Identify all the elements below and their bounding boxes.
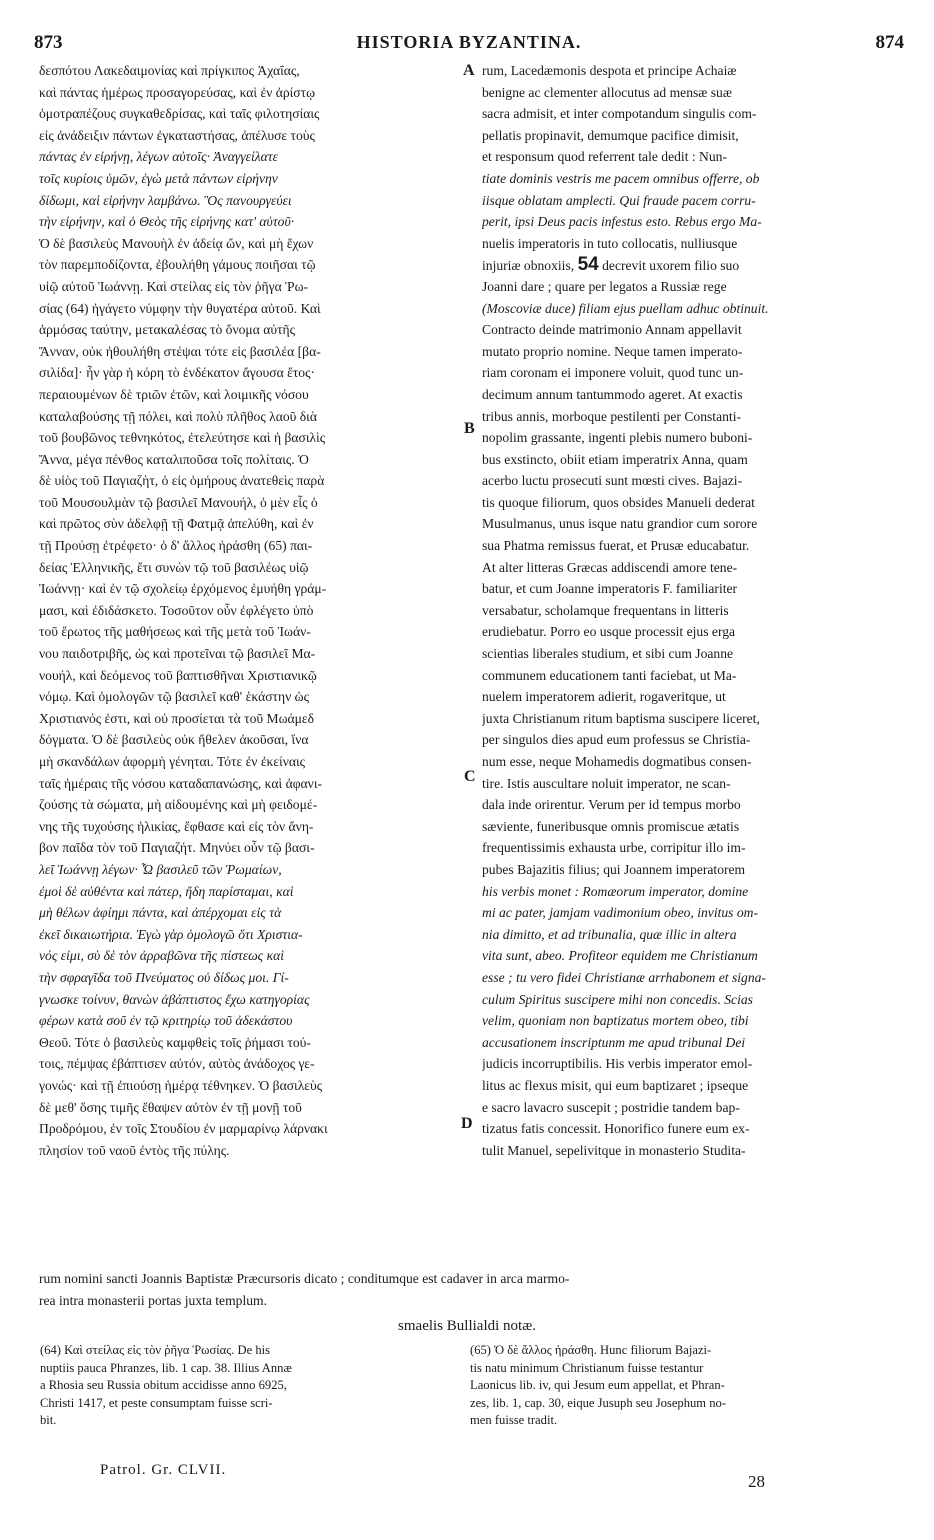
greek-line: δὲ υἱὸς τοῦ Παγιαζὴτ, ὁ εἰς ὁμήρους ἀνατεθεὶς παρὰ: [39, 473, 325, 489]
latin-text-column: [482, 60, 900, 1264]
latin-line-text: iisque oblatam amplecti. Qui fraude pacem corru-: [482, 192, 756, 208]
latin-line: [482, 211, 900, 233]
latin-line: [482, 254, 900, 276]
greek-line: τοῦ Μουσουλμὰν τῷ βασιλεῖ Μανουήλ, ὁ μὲν εἷς ὁ: [39, 494, 318, 510]
greek-line: μασι, καὶ ἐδιδάσκετο. Τοσοῦτον οὖν ἐφλέγετο ὑπὸ: [39, 602, 314, 618]
note-line: tis natu minimum Christianum fuisse testantur: [470, 1360, 704, 1375]
greek-line: [39, 190, 461, 212]
greek-line: τοῦ ἔρωτος τῆς μαθήσεως καὶ τῆς μετὰ τοῦ Ἰωάν-: [39, 624, 311, 640]
greek-line: Προδρόμου, ἐν τοῖς Στουδίου ἐν μαρμαρίνῳ λάρνακι: [39, 1121, 328, 1137]
greek-line: εἰς ἀνάδειξιν πάντων ἐγκαταστήσας, ἀπέλυσε τοὺς: [39, 127, 315, 143]
greek-line: σιλίδα]· ἦν γὰρ ἡ κόρη τὸ ἑνδέκατον ἄγουσα ἔτος·: [39, 365, 315, 381]
greek-line-text: τὴν σφραγῖδα τοῦ Πνεύματος οὐ δίδως μοι. Γί-: [39, 969, 289, 985]
latin-line: At alter litteras Græcas addiscendi amore tene-: [482, 559, 738, 575]
note-line: Christi 1417, et peste consumptam fuisse scri-: [40, 1395, 273, 1410]
greek-line: Χριστιανός ἐστι, καὶ οὐ προσίεται τὰ τοῦ Μωάμεδ: [39, 710, 315, 726]
latin-line: per singulos dies apud eum professus se Christia-: [482, 732, 751, 748]
latin-line: [482, 881, 900, 903]
greek-line-text: δίδωμι, καὶ εἰρήνην λαμβάνω. Ὃς πανουργεύει: [39, 192, 292, 208]
latin-line: tizatus fatis concessit. Honorifico funere eum ex-: [482, 1121, 750, 1137]
greek-line: νουήλ, καὶ δεόμενος τοῦ βαπτισθῆναι Χριστιανικῷ: [39, 667, 317, 683]
latin-line: [482, 924, 900, 946]
greek-line: ὁμοτραπέζους συγκαθεδρίσας, καὶ ταῖς φιλοτησίαις: [39, 106, 320, 122]
greek-line: τοῦ βουβῶνος τεθνηκότος, ἐτελεύτησε καὶ ἡ βασιλὶς: [39, 430, 326, 446]
greek-line: Ἄννα, μέγα πένθος καταλιποῦσα τοῖς πολίταις. Ὁ: [39, 451, 309, 467]
greek-line-text: τοῖς κυρίοις ὑμῶν, ἐγὼ μετὰ πάντων εἰρήνην: [39, 170, 278, 186]
greek-line: ταῖς ἡμέραις τῆς νόσου καταδαπανώσης, καὶ ἀφανι-: [39, 775, 323, 791]
greek-line: [39, 859, 461, 881]
latin-line: pubes Bajazitis filius; qui Joannem imperatorem: [482, 861, 746, 877]
volume-footer: Patrol. Gr. CLVII.: [100, 1462, 227, 1478]
greek-line: βον παῖδα τὸν τοῦ Παγιαζήτ. Μηνύει οὖν τῷ βασι-: [39, 840, 315, 856]
latin-line: batur, et cum Joanne imperatoris F. familiariter: [482, 581, 738, 597]
greek-line: ζούσης τὰ σώματα, μὴ αἰδουμένης καὶ μὴ φειδομέ-: [39, 797, 318, 813]
latin-line-text: perit, ipsi Deus pacis infestus esto. Rebus ergo Ma-: [482, 214, 762, 230]
latin-line-text: accusationem inscriptunm me apud tribunal Dei: [482, 1034, 746, 1050]
note-line: Laonicus lib. iv, qui Jesum eum appellat, et Phran-: [470, 1378, 725, 1392]
latin-line: mutato proprio nomine. Neque tamen imperato-: [482, 343, 743, 359]
latin-line: erudiebatur. Porro eo usque processit ejus erga: [482, 624, 736, 640]
full-width-line: rea intra monasterii portas juxta templum.: [39, 1293, 268, 1308]
latin-line: [482, 1010, 900, 1032]
latin-line: judicis incorruptibilis. His verbis imperator emol-: [482, 1056, 753, 1072]
latin-line: communem educationem tanti faciebat, ut Ma-: [482, 667, 737, 683]
greek-line: [39, 168, 461, 190]
greek-line: καταλαβούσης τῇ πόλει, καὶ πολὺ πλῆθος λαοῦ διὰ: [39, 408, 317, 424]
latin-line: riam coronam ei imponere voluit, quod tunc un-: [482, 365, 744, 381]
latin-line: [482, 945, 900, 967]
greek-text-column: [39, 60, 461, 1264]
latin-line: tulit Manuel, sepelivitque in monasterio Studita-: [482, 1142, 746, 1158]
greek-line: νου παιδοτριβῆς, ὡς καὶ προτεῖναι τῷ βασιλεῖ Μα-: [39, 646, 316, 662]
greek-line: δείας Ἑλληνικῆς, ἔτι συνὼν τῷ τοῦ βασιλέως υἱῷ: [39, 559, 309, 575]
greek-line-text: ἐκεῖ δικαιωτήρια. Ἐγὼ γὰρ ὁμολογῶ ὅτι Χριστια-: [39, 926, 303, 942]
greek-line: δὲ μεθ' ὅσης τιμῆς ἔθαψεν αὐτὸν ἐν τῇ μονῇ τοῦ: [39, 1099, 302, 1115]
latin-line-text: decrevit uxorem filio suo: [602, 258, 740, 274]
greek-line: νης τῆς τυχούσης ἡλικίας, ἔφθασε καὶ εἰς τὸν ἄνη-: [39, 818, 314, 834]
latin-line: [482, 989, 900, 1011]
note-line: (64) Καὶ στείλας εἰς τὸν ῥῆγα Ῥωσίας. De his: [40, 1343, 271, 1357]
greek-line: [39, 945, 461, 967]
latin-line: [482, 1032, 900, 1054]
greek-line: δεσπότου Λακεδαιμονίας καὶ πρίγκιπος Ἀχαΐας,: [39, 63, 300, 78]
greek-line: Θεοῦ. Τότε ὁ βασιλεὺς καμφθεὶς τοῖς ῥήμασι τού-: [39, 1034, 311, 1050]
latin-line: benigne ac clementer allocutus ad mensæ suæ: [482, 84, 732, 100]
greek-line: Ὁ δὲ βασιλεὺς Μανουὴλ ἐν ἀδείᾳ ὤν, καὶ μὴ ἔχων: [39, 235, 314, 251]
latin-line-text: (Moscoviæ duce) filiam ejus puellam adhuc obtinuit.: [482, 300, 769, 316]
page-number-left: 873: [34, 32, 63, 53]
greek-line: νόμῳ. Καὶ ὁμολογῶν τῷ βασιλεῖ καθ' ἑκάστην ὡς: [39, 689, 309, 705]
latin-line-text: velim, quoniam non baptizatus mortem obeo, tibi: [482, 1013, 749, 1029]
latin-line: sæviente, funeribusque omnis promiscue ætatis: [482, 818, 740, 834]
latin-line-text: nia dimitto, et ad tribunalia, quæ illic in altera: [482, 926, 737, 942]
latin-line: nuelem imperatorem adierit, rogaveritque, ut: [482, 689, 726, 705]
section-marker-a: A: [463, 62, 475, 79]
greek-line: καὶ πρῶτος σὺν ἀδελφῇ τῇ Φατμᾷ ἀπελύθη, καὶ ἐν: [39, 516, 314, 532]
page-marker-54: 54: [577, 254, 599, 276]
latin-line: Contracto deinde matrimonio Annam appellavit: [482, 322, 742, 338]
greek-line: καὶ πάντας ἡμέρως προσαγορεύσας, καὶ ἐν ἀρίστῳ: [39, 84, 316, 100]
latin-line: acerbo luctu prosecuti sunt mœsti cives. Bajazi-: [482, 473, 743, 489]
section-marker-d: D: [461, 1115, 473, 1132]
greek-line-text: λεῖ Ἰωάννῃ λέγων· Ὦ βασιλεῦ τῶν Ῥωμαίων,: [39, 861, 282, 877]
greek-line: δόγματα. Ὁ δὲ βασιλεὺς οὐκ ἤθελεν ἀκοῦσαι, ἵνα: [39, 732, 309, 748]
latin-line: [482, 168, 900, 190]
greek-line: [39, 211, 461, 233]
greek-line: γονώς· καὶ τῇ ἐπιούσῃ ἡμέρᾳ τέθνηκεν. Ὁ βασιλεὺς: [39, 1077, 323, 1093]
greek-line: [39, 989, 461, 1011]
greek-line: μὴ σκανδάλων ἀφορμὴ γένηται. Τότε ἐν ἐκείναις: [39, 754, 306, 769]
greek-line: σίας (64) ἠγάγετο νύμφην τὴν θυγατέρα αὐτοῦ. Καὶ: [39, 300, 321, 316]
greek-line-text: φέρων κατὰ σοῦ ἐν τῷ κριτηρίῳ τοῦ ἀδεκάστου: [39, 1013, 293, 1029]
greek-line: τῇ Προύσῃ ἐτρέφετο· ὁ δ' ἄλλος ἠράσθη (65) παι-: [39, 538, 313, 554]
greek-line-text: νός εἰμι, σὺ δὲ τὸν ἀρραβῶνα τῆς πίστεως καὶ: [39, 948, 285, 964]
latin-line-text: vita sunt, abeo. Profiteor equidem me Christianum: [482, 948, 758, 964]
running-title: HISTORIA BYZANTINA.: [356, 32, 582, 52]
greek-line: [39, 146, 461, 168]
greek-line: Ἄνναν, οὐκ ἠθουλήθη στέψαι τότε εἰς βασιλέα [βα-: [39, 343, 321, 359]
latin-line: tribus annis, morboque pestilenti per Constanti-: [482, 408, 741, 424]
latin-line: e sacro lavacro suscepit ; postridie tandem bap-: [482, 1099, 740, 1115]
latin-line: [482, 190, 900, 212]
greek-line: [39, 967, 461, 989]
full-width-line: rum nomini sancti Joannis Baptistæ Præcursoris dicato ; conditumque est cadaver in arca marmo-: [39, 1271, 570, 1286]
latin-line: et responsum quod referrent tale dedit : Nun-: [482, 149, 727, 165]
latin-line: Musulmanus, unus isque natu grandior cum sorore: [482, 516, 758, 532]
greek-line: τοις, πέμψας ἐβάπτισεν αὐτόν, αὐτὸς ἀνάδοχος γε-: [39, 1056, 315, 1072]
latin-line: scientias liberales studium, et sibi cum Joanne: [482, 646, 734, 662]
greek-line: [39, 1010, 461, 1032]
greek-line: [39, 924, 461, 946]
latin-line-text: esse ; tu vero fidei Christianæ arrhabonem et signa-: [482, 969, 766, 985]
note-line: bit.: [40, 1413, 57, 1427]
latin-line: rum, Lacedæmonis despota et principe Achaiæ: [482, 63, 737, 78]
latin-line: dala inde orirentur. Verum per id tempus morbo: [482, 797, 741, 813]
section-marker-b: B: [464, 420, 475, 437]
greek-line: [39, 881, 461, 903]
latin-line: tire. Istis auscultare noluit imperator, ne scan-: [482, 775, 731, 791]
greek-line: ἁρμόσας ταύτην, μετακαλέσας τὸ ὄνομα αὐτῆς: [39, 322, 296, 338]
notes-heading: smaelis Bullialdi notæ.: [398, 1318, 536, 1334]
latin-line: decimum annum tantummodo ageret. At exactis: [482, 386, 743, 402]
greek-line: Ἰωάννῃ· καὶ ἐν τῷ σχολείῳ ἐρχόμενος ἐμυήθη γράμ-: [39, 581, 327, 597]
latin-line: versabatur, scholamque frequentans in litteris: [482, 602, 729, 618]
latin-line: nopolim grassante, ingenti plebis numero buboni-: [482, 430, 753, 446]
greek-line-text: ἐμοὶ δὲ αὐθέντα καὶ πάτερ, ἤδη παρίσταμαι, καὶ: [39, 883, 294, 899]
latin-line: [482, 967, 900, 989]
latin-line: [482, 298, 900, 320]
latin-line: num esse, neque Mohamedis dogmatibus consen-: [482, 754, 752, 769]
latin-line: [482, 902, 900, 924]
latin-line: sacra admisit, et inter compotandum singulis com-: [482, 106, 757, 122]
greek-line: υἱῷ αὐτοῦ Ἰωάννῃ. Καὶ στείλας εἰς τὸν ῥῆγα Ῥω-: [39, 278, 309, 294]
greek-line-text: γνωσκε τοίνυν, θανὼν ἀβάπτιστος ἔχω κατηγορίας: [39, 991, 310, 1007]
greek-line-text: πάντας ἐν εἰρήνῃ, λέγων αὐτοῖς· Ἀναγγείλατε: [39, 149, 278, 165]
latin-line: Joanni dare ; quare per legatos a Russiæ rege: [482, 278, 727, 294]
running-header: [34, 32, 904, 56]
note-line: zes, lib. 1, cap. 30, eique Jusuph seu Josephum no-: [470, 1395, 727, 1410]
note-line: a Rhosia seu Russia obitum accidisse anno 6925,: [40, 1378, 287, 1392]
note-line: nuptiis pauca Phranzes, lib. 1 cap. 38. Illius Annæ: [40, 1360, 292, 1375]
greek-line-text: τὴν εἰρήνην, καὶ ὁ Θεὸς τῆς εἰρήνης κατ' αὐτοῦ·: [39, 214, 295, 230]
latin-line: tis quoque filiorum, quos obsides Manueli dederat: [482, 494, 755, 510]
latin-line-text: injuriæ obnoxiis,: [482, 258, 575, 274]
latin-line: pellatis propinavit, demumque pacifice dimisit,: [482, 127, 739, 143]
latin-line: bus exstincto, obiit etiam imperatrix Anna, quam: [482, 451, 748, 467]
note-line: men fuisse tradit.: [470, 1413, 558, 1427]
greek-line-text: μὴ θέλων ἀφίημι πάντα, καὶ ἀπέρχομαι εἰς τὰ: [39, 905, 282, 921]
greek-line: τὸν παρεμποδίζοντα, ἐβουλήθη γάμους ποιῆσαι τῷ: [39, 257, 316, 273]
latin-line: nuelis imperatoris in tuto collocatis, nulliusque: [482, 235, 738, 251]
latin-line-text: tiate dominis vestris me pacem omnibus offerre, ob: [482, 170, 760, 186]
section-marker-c: C: [464, 768, 476, 785]
footnote-65: [470, 1342, 900, 1430]
latin-line-text: his verbis monet : Romæorum imperator, domine: [482, 883, 749, 899]
greek-line: πλησίον τοῦ ναοῦ ἐντὸς τῆς πύλης.: [39, 1142, 230, 1158]
latin-line: juxta Christianum ritum baptisma suscipere liceret,: [482, 710, 760, 726]
note-line: (65) Ὁ δὲ ἄλλος ἠράσθη. Hunc filiorum Bajazi-: [470, 1343, 712, 1357]
greek-line: περαιουμένων δὲ τριῶν ἐτῶν, καὶ λοιμικῆς νόσου: [39, 386, 309, 402]
latin-line: litus ac flexus misit, qui eum baptizaret ; ipseque: [482, 1077, 749, 1093]
latin-line: frequentissimis exhausta urbe, corripitur illo im-: [482, 840, 746, 856]
latin-line-text: mi ac pater, jamjam vadimonium obeo, invitus om-: [482, 905, 758, 921]
signature-number: 28: [748, 1472, 765, 1491]
latin-line: sua Phatma remissus fuerat, et Prusæ educabatur.: [482, 538, 750, 554]
latin-line-text: culum Spiritus suscipere mihi non concedis. Scias: [482, 991, 753, 1007]
page-number-right: 874: [875, 32, 904, 53]
greek-line: [39, 902, 461, 924]
footnote-64: [40, 1342, 452, 1430]
